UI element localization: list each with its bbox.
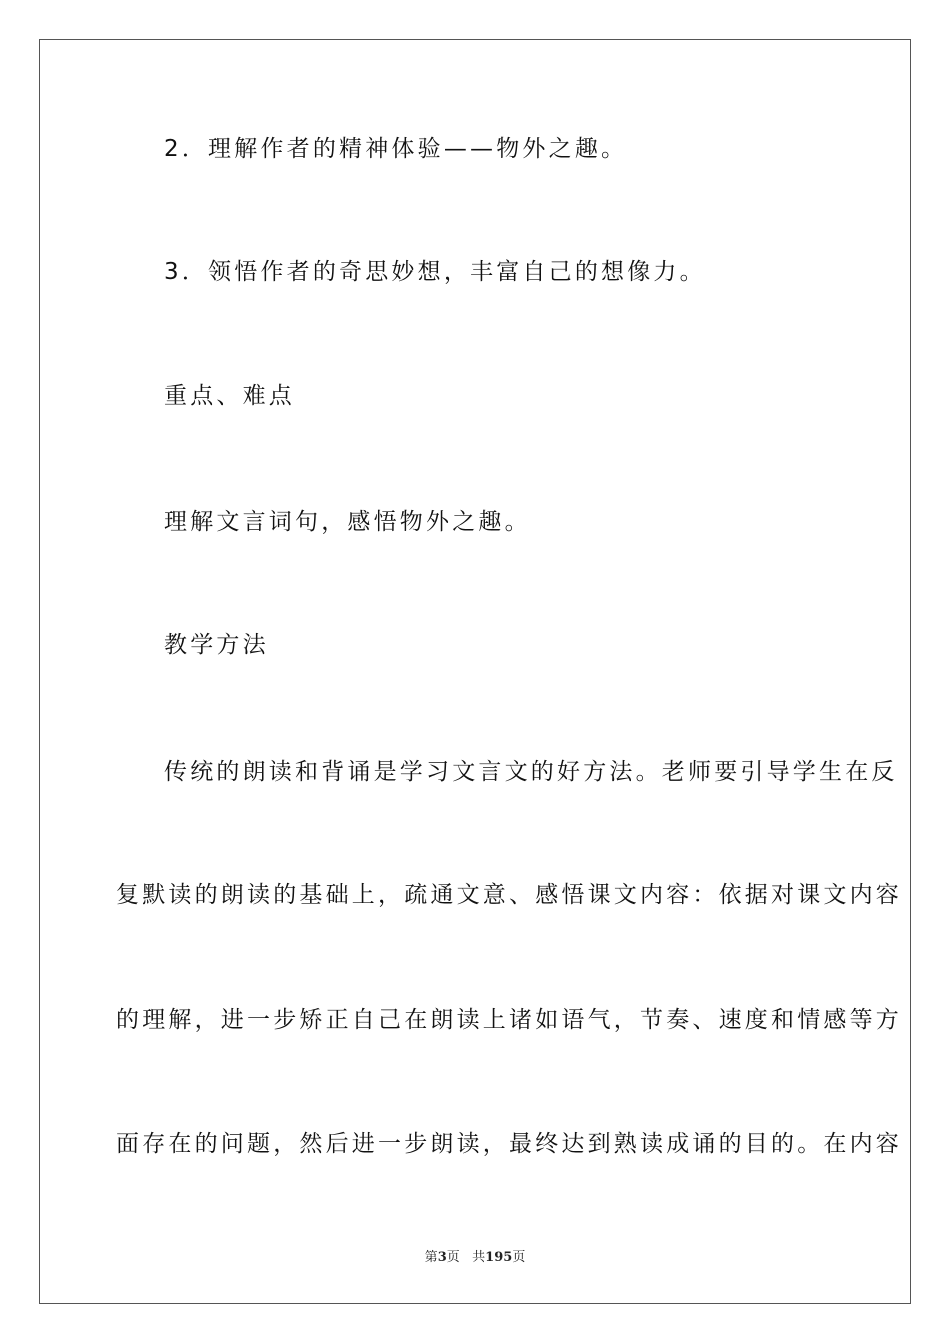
footer-prefix: 第 bbox=[424, 1250, 438, 1265]
method-line-4: 面存在的问题，然后进一步朗读，最终达到熟读成诵的目的。在内容 bbox=[116, 1131, 902, 1157]
key-points-text: 理解文言词句，感悟物外之趣。 bbox=[164, 509, 531, 535]
current-page-number: 3 bbox=[437, 1250, 447, 1265]
objective-3: 3．领悟作者的奇思妙想，丰富自己的想像力。 bbox=[164, 259, 706, 285]
footer-total-suffix: 页 bbox=[512, 1250, 526, 1265]
method-line-1: 传统的朗读和背诵是学习文言文的好方法。老师要引导学生在反 bbox=[164, 759, 898, 785]
footer-total-prefix: 共 bbox=[472, 1250, 486, 1265]
page-frame bbox=[39, 39, 911, 1304]
method-line-2: 复默读的朗读的基础上，疏通文意、感悟课文内容：依据对课文内容 bbox=[116, 882, 902, 908]
objective-2: 2．理解作者的精神体验——物外之趣。 bbox=[164, 136, 628, 162]
total-pages-number: 195 bbox=[485, 1250, 513, 1265]
method-line-3: 的理解，进一步矫正自己在朗读上诸如语气，节奏、速度和情感等方 bbox=[116, 1007, 902, 1033]
section-heading-teaching-method: 教学方法 bbox=[164, 632, 269, 658]
section-heading-key-points: 重点、难点 bbox=[164, 383, 295, 409]
footer-page-suffix: 页 bbox=[446, 1250, 460, 1265]
page-footer bbox=[0, 1246, 950, 1265]
